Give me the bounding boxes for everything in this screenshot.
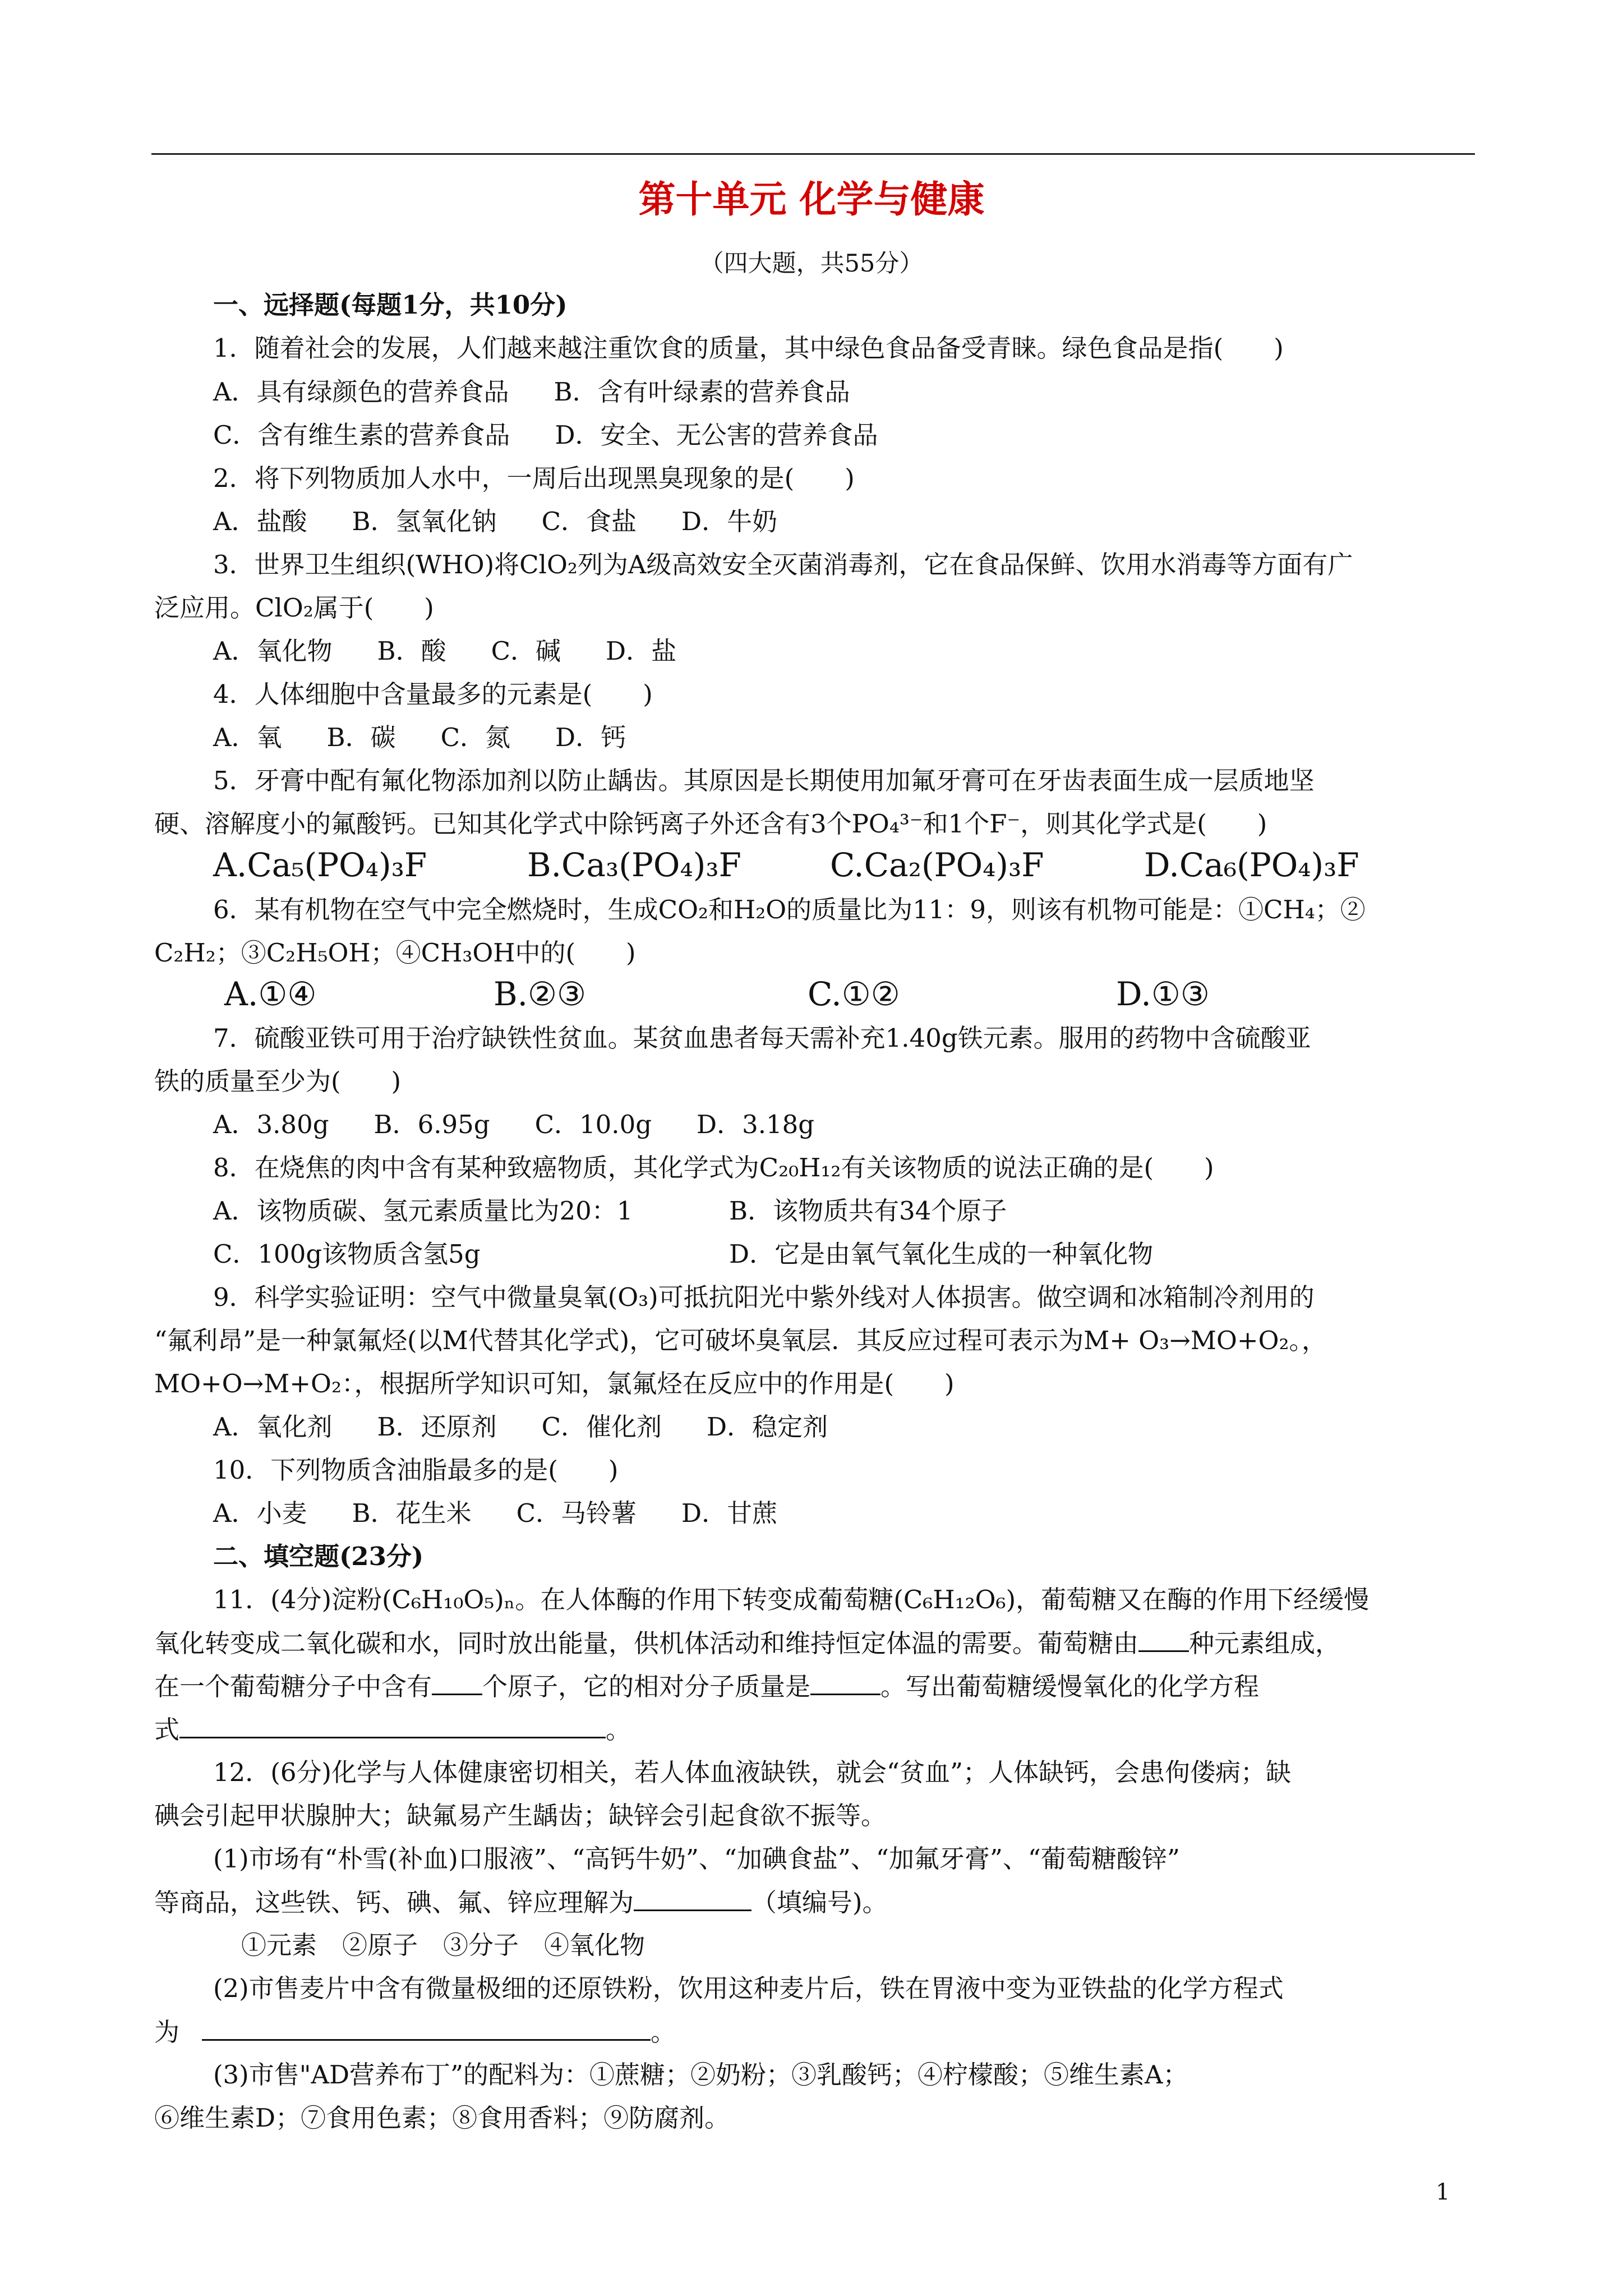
answer-blank[interactable] xyxy=(202,2014,651,2041)
option-c: C．催化剂 xyxy=(541,1412,662,1442)
option-b: B．酸 xyxy=(377,636,446,666)
question-11-line3 xyxy=(154,1669,1259,1704)
answer-blank[interactable] xyxy=(1138,1626,1189,1652)
option-c: C．100g该物质含氢5g xyxy=(213,1239,481,1269)
question-12-line2: 碘会引起甲状腺肿大；缺氟易产生龋齿；缺锌会引起食欲不振等。 xyxy=(154,1801,887,1830)
question-12-text: 等商品，这些铁、钙、碘、氟、锌应理解为 xyxy=(154,1888,634,1917)
question-12-text: （填编号)。 xyxy=(751,1888,888,1917)
option-a: A．氧 xyxy=(213,723,282,752)
question-12-part2-line1: (2)市售麦片中含有微量极细的还原铁粉，饮用这种麦片后，铁在胃液中变为亚铁盐的化学方程式 xyxy=(213,1973,1284,2003)
question-9-stem-line1: 9．科学实验证明：空气中微量臭氧(O₃)可抵抗阳光中紫外线对人体损害。做空调和冰箱制冷剂用的 xyxy=(213,1282,1315,1312)
question-11-text: 式 xyxy=(154,1715,180,1745)
question-3-stem-line1: 3．世界卫生组织(WHO)将ClO₂列为A级高效安全灭菌消毒剂，它在食品保鲜、饮用水消毒等方面有广 xyxy=(213,550,1353,579)
option-a: A．3.80g xyxy=(213,1110,329,1139)
question-1-options-ab xyxy=(213,375,895,409)
question-11-line2 xyxy=(154,1626,1340,1661)
option-b: B．碳 xyxy=(326,723,396,752)
question-6-stem-line1: 6．某有机物在空气中完全燃烧时，生成CO₂和H₂O的质量比为11：9，则该有机物可能是：①CH₄；② xyxy=(213,895,1366,924)
option-d: D．3.18g xyxy=(697,1110,815,1139)
page-subtitle: （四大题，共55分） xyxy=(699,250,924,278)
option-c: C．氮 xyxy=(440,723,511,752)
option-a: A．小麦 xyxy=(213,1498,307,1528)
question-3-options xyxy=(213,634,721,669)
question-9-stem-line2: “氟利昂”是一种氯氟烃(以M代替其化学式)，它可破坏臭氧层．其反应过程可表示为M+ O₃→MO+O₂。， xyxy=(154,1326,1327,1355)
question-6-stem-line2: C₂H₂；③C₂H₅OH；④CH₃OH中的( ) xyxy=(154,938,636,968)
option-a: A.①④ xyxy=(224,975,317,1013)
option-c: C．碱 xyxy=(491,636,561,666)
question-11-text: 种元素组成， xyxy=(1189,1628,1341,1658)
question-7-stem-line2: 铁的质量至少为( ) xyxy=(154,1066,402,1096)
option-a: A．具有绿颜色的营养食品 xyxy=(213,377,509,407)
question-10-options xyxy=(213,1496,822,1531)
question-12-part1-line2 xyxy=(154,1885,888,1920)
question-11-text: 。写出葡萄糖缓慢氧化的化学方程 xyxy=(880,1672,1260,1701)
question-6-options xyxy=(224,974,1210,1014)
option-c: C．马铃薯 xyxy=(516,1498,637,1528)
question-4-stem: 4．人体细胞中含量最多的元素是( ) xyxy=(213,679,653,709)
question-9-options xyxy=(213,1410,873,1444)
option-d: D．盐 xyxy=(606,636,677,666)
question-9-stem-line3: MO+O→M+O₂：，根据所学知识可知，氯氟烃在反应中的作用是( ) xyxy=(154,1369,955,1398)
option-b: B．6.95g xyxy=(374,1110,490,1139)
question-8-options-ab xyxy=(213,1194,1052,1228)
question-11-text: 。 xyxy=(606,1715,631,1745)
option-b: B.②③ xyxy=(494,975,587,1013)
question-1-options-cd xyxy=(213,418,923,453)
option-b: B．含有叶绿素的营养食品 xyxy=(554,377,850,407)
question-2-stem: 2．将下列物质加人水中，一周后出现黑臭现象的是( ) xyxy=(213,463,855,493)
question-12-text: 。 xyxy=(651,2017,676,2047)
question-12-text: 为 xyxy=(154,2017,180,2047)
question-5-options xyxy=(213,845,1359,885)
answer-blank[interactable] xyxy=(179,1712,606,1738)
option-b: B．该物质共有34个原子 xyxy=(729,1196,1007,1226)
question-11-text: 个原子，它的相对分子质量是 xyxy=(482,1672,811,1701)
option-b: B.Ca₃(PO₄)₃F xyxy=(527,846,741,884)
question-2-options xyxy=(213,504,822,539)
question-5-stem-line1: 5．牙膏中配有氟化物添加剂以防止龋齿。其原因是长期使用加氟牙膏可在牙齿表面生成一层质地坚 xyxy=(213,766,1315,795)
question-3-stem-line2: 泛应用。ClO₂属于( ) xyxy=(154,593,434,623)
option-a: A.Ca₅(PO₄)₃F xyxy=(213,846,427,884)
question-8-options-cd xyxy=(213,1237,1198,1272)
option-a: A．盐酸 xyxy=(213,507,307,536)
question-12-part1-options: ①元素 ②原子 ③分子 ④氧化物 xyxy=(241,1930,645,1960)
question-5-stem-line2: 硬、溶解度小的氟酸钙。已知其化学式中除钙离子外还含有3个PO₄³⁻和1个F⁻，则其化学式是( ) xyxy=(154,809,1267,839)
option-b: B．花生米 xyxy=(352,1498,472,1528)
question-7-options xyxy=(213,1107,859,1142)
answer-blank[interactable] xyxy=(634,1885,751,1911)
question-11-text: 在一个葡萄糖分子中含有 xyxy=(154,1672,432,1701)
question-12-part2-line2 xyxy=(154,2014,676,2050)
header-rule xyxy=(151,153,1475,155)
option-c: C．食盐 xyxy=(541,507,637,536)
page-number: 1 xyxy=(1436,2179,1450,2205)
question-10-stem: 10．下列物质含油脂最多的是( ) xyxy=(213,1455,619,1485)
option-a: A．氧化剂 xyxy=(213,1412,333,1442)
option-d: D.①③ xyxy=(1116,975,1210,1013)
option-d: D．它是由氧气氧化生成的一种氧化物 xyxy=(729,1239,1154,1269)
question-4-options xyxy=(213,720,671,755)
question-12-line1: 12．(6分)化学与人体健康密切相关，若人体血液缺铁，就会“贫血”；人体缺钙，会患佝偻病；缺 xyxy=(213,1757,1292,1787)
question-11-line1: 11．(4分)淀粉(C₆H₁₀O₅)ₙ。在人体酶的作用下转变成葡萄糖(C₆H₁₂O₆)，葡萄糖又在酶的作用下经缓慢 xyxy=(213,1585,1370,1614)
option-d: D．甘蔗 xyxy=(681,1498,778,1528)
question-11-line4 xyxy=(154,1712,631,1747)
question-12-part3-line1: (3)市售"AD营养布丁”的配料为：①蔗糖；②奶粉；③乳酸钙；④柠檬酸；⑤维生素A； xyxy=(213,2060,1188,2090)
option-d: D．稳定剂 xyxy=(707,1412,828,1442)
question-8-stem: 8．在烧焦的肉中含有某种致癌物质，其化学式为C₂₀H₁₂有关该物质的说法正确的是( ) xyxy=(213,1153,1214,1182)
option-c: C.Ca₂(PO₄)₃F xyxy=(830,846,1044,884)
section-heading-fill: 二、填空题(23分) xyxy=(213,1542,424,1571)
option-c: C．含有维生素的营养食品 xyxy=(213,420,510,450)
answer-blank[interactable] xyxy=(432,1669,482,1695)
option-d: D．安全、无公害的营养食品 xyxy=(555,420,878,450)
option-b: B．氢氧化钠 xyxy=(352,507,497,536)
question-1-stem: 1．随着社会的发展，人们越来越注重饮食的质量，其中绿色食品备受青睐。绿色食品是指( ) xyxy=(213,333,1284,363)
answer-blank[interactable] xyxy=(810,1669,880,1695)
page-title: 第十单元 化学与健康 xyxy=(638,177,985,221)
option-a: A．氧化物 xyxy=(213,636,333,666)
section-heading-choice: 一、远择题(每题1分，共10分) xyxy=(213,290,568,320)
option-b: B．还原剂 xyxy=(377,1412,497,1442)
option-d: D．钙 xyxy=(555,723,626,752)
option-c: C．10.0g xyxy=(534,1110,652,1139)
option-c: C.①② xyxy=(808,975,900,1013)
question-12-part1-line1: (1)市场有“朴雪(补血)口服液”、“高钙牛奶”、“加碘食盐”、“加氟牙膏”、“葡萄糖酸锌” xyxy=(213,1844,1180,1874)
option-a: A．该物质碳、氢元素质量比为20：1 xyxy=(213,1196,633,1226)
option-d: D.Ca₆(PO₄)₃F xyxy=(1144,846,1359,884)
question-12-part3-line2: ⑥维生素D；⑦食用色素；⑧食用香料；⑨防腐剂。 xyxy=(154,2103,730,2133)
option-d: D．牛奶 xyxy=(681,507,778,536)
question-11-text: 氧化转变成二氧化碳和水，同时放出能量，供机体活动和维持恒定体温的需要。葡萄糖由 xyxy=(154,1628,1139,1658)
question-7-stem-line1: 7．硫酸亚铁可用于治疗缺铁性贫血。某贫血患者每天需补充1.40g铁元素。服用的药物中含硫酸亚 xyxy=(213,1023,1311,1053)
